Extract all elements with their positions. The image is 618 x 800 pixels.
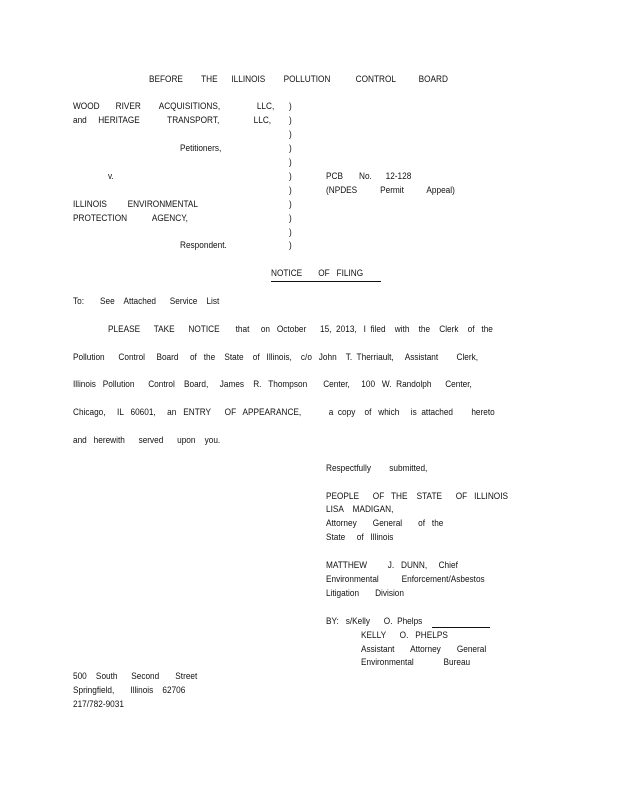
bracket-mark: )	[289, 171, 292, 182]
respondent-label: Respondent.	[180, 240, 227, 251]
case-type: (NPDES Permit Appeal)	[326, 185, 455, 196]
caption-heading: BEFORE THE ILLINOIS POLLUTION CONTROL BOARD	[149, 74, 448, 85]
to-line: To: See Attached Service List	[73, 296, 220, 307]
versus-label: v.	[108, 171, 114, 182]
bracket-mark: )	[289, 101, 292, 112]
petitioners-label: Petitioners,	[180, 143, 222, 154]
respondent-name-line2: PROTECTION AGENCY,	[73, 213, 188, 224]
body-line-5: and herewith served upon you.	[73, 435, 221, 446]
signature-by-line: BY: s/Kelly O. Phelps	[326, 616, 423, 627]
signer-name: KELLY O. PHELPS	[361, 630, 448, 641]
respondent-name-line1: ILLINOIS ENVIRONMENTAL	[73, 199, 199, 210]
bracket-mark: )	[289, 199, 292, 210]
party-line-1: PEOPLE OF THE STATE OF ILLINOIS	[326, 491, 509, 502]
case-number: PCB No. 12-128	[326, 171, 412, 182]
body-line-4: Chicago, IL 60601, an ENTRY OF APPEARANCE, a copy of which is attached hereto	[73, 407, 495, 418]
address-line-1: 500 South Second Street	[73, 671, 198, 682]
notice-title: NOTICE OF FILING	[271, 268, 364, 279]
bracket-mark: )	[289, 115, 292, 126]
bracket-mark: )	[289, 143, 292, 154]
bracket-mark: )	[289, 227, 292, 238]
petitioner-name-line2: and HERITAGE TRANSPORT, LLC,	[73, 115, 272, 126]
address-phone: 217/782-9031	[73, 699, 124, 710]
address-line-2: Springfield, Illinois 62706	[73, 685, 186, 696]
petitioner-name-line1: WOOD RIVER ACQUISITIONS, LLC,	[73, 101, 275, 112]
bracket-mark: )	[289, 185, 292, 196]
body-line-3: Illinois Pollution Control Board, James R. Thompson Center, 100 W. Randolph Center,	[73, 379, 472, 390]
signature-underline	[432, 627, 490, 628]
division-line-2: Environmental Enforcement/Asbestos	[326, 574, 485, 585]
party-line-2: LISA MADIGAN,	[326, 504, 394, 515]
party-line-3: Attorney General of the	[326, 518, 444, 529]
bracket-mark: )	[289, 240, 292, 251]
division-line-1: MATTHEW J. DUNN, Chief	[326, 560, 458, 571]
division-line-3: Litigation Division	[326, 588, 404, 599]
signer-title-line-2: Environmental Bureau	[361, 657, 471, 668]
closing-line: Respectfully submitted,	[326, 463, 428, 474]
party-line-4: State of Illinois	[326, 532, 394, 543]
notice-title-underline	[271, 281, 381, 282]
bracket-mark: )	[289, 213, 292, 224]
bracket-mark: )	[289, 157, 292, 168]
body-line-2: Pollution Control Board of the State of Illinois, c/o John T. Therriault, Assistant Clerk,	[73, 352, 479, 363]
signer-title-line-1: Assistant Attorney General	[361, 644, 487, 655]
body-line-1: PLEASE TAKE NOTICE that on October 15, 2013, I filed with the Clerk of the	[108, 324, 493, 335]
bracket-mark: )	[289, 129, 292, 140]
